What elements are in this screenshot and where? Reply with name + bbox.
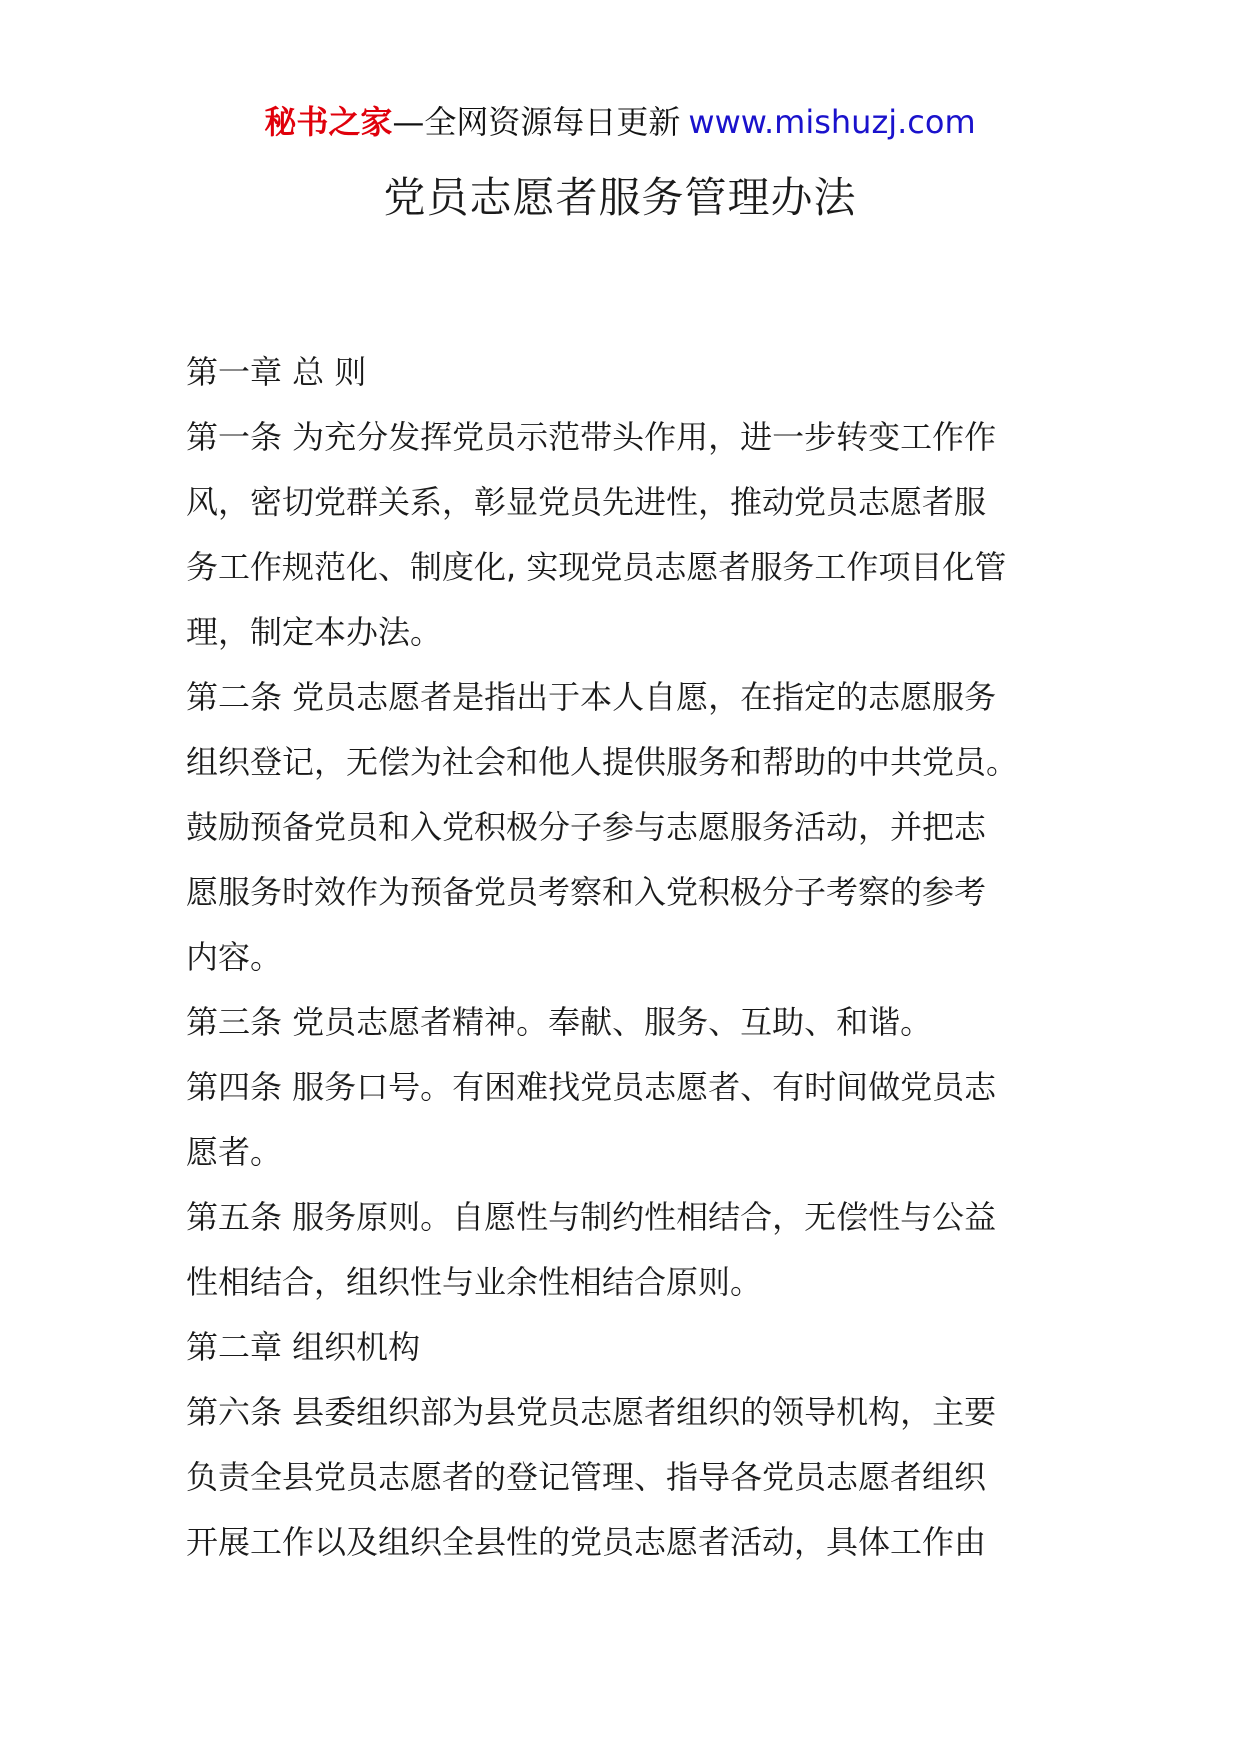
text-line: 开展工作以及组织全县性的党员志愿者活动，具体工作由 [186,1523,987,1561]
brand-name: 秘书之家 [264,103,393,141]
text-line: 愿者。 [186,1133,283,1171]
document-title: 党员志愿者服务管理办法 [383,173,857,222]
text-line: 性相结合，组织性与业余性相结合原则。 [186,1263,763,1301]
text-line: 第三条 党员志愿者精神。奉献、服务、互助、和谐。 [186,1003,933,1041]
header-slogan: —全网资源每日更新 [392,103,681,141]
text-line: 组织登记，无偿为社会和他人提供服务和帮助的中共党员。 [186,743,1019,781]
text-line: 负责全县党员志愿者的登记管理、指导各党员志愿者组织 [186,1458,987,1496]
text-line: 务工作规范化、制度化, 实现党员志愿者服务工作项目化管 [186,548,1007,586]
site-header [0,98,1240,146]
document-body [186,340,1056,1575]
text-line: 第六条 县委组织部为县党员志愿者组织的领导机构，主要 [186,1393,997,1431]
chapter-heading: 第一章 总 则 [186,353,367,391]
text-line: 第一条 为充分发挥党员示范带头作用，进一步转变工作作 [186,418,997,456]
text-line: 理，制定本办法。 [186,613,443,651]
text-line: 鼓励预备党员和入党积极分子参与志愿服务活动，并把志 [186,808,987,846]
chapter-heading: 第二章 组织机构 [186,1328,421,1366]
text-line: 第二条 党员志愿者是指出于本人自愿，在指定的志愿服务 [186,678,997,716]
text-line: 愿服务时效作为预备党员考察和入党积极分子考察的参考 [186,873,987,911]
text-line: 第五条 服务原则。自愿性与制约性相结合，无偿性与公益 [186,1198,997,1236]
text-line: 风，密切党群关系，彰显党员先进性，推动党员志愿者服 [186,483,987,521]
text-line: 第四条 服务口号。有困难找党员志愿者、有时间做党员志 [186,1068,997,1106]
site-url-link[interactable]: www.mishuzj.com [688,103,976,141]
text-line: 内容。 [186,938,283,976]
